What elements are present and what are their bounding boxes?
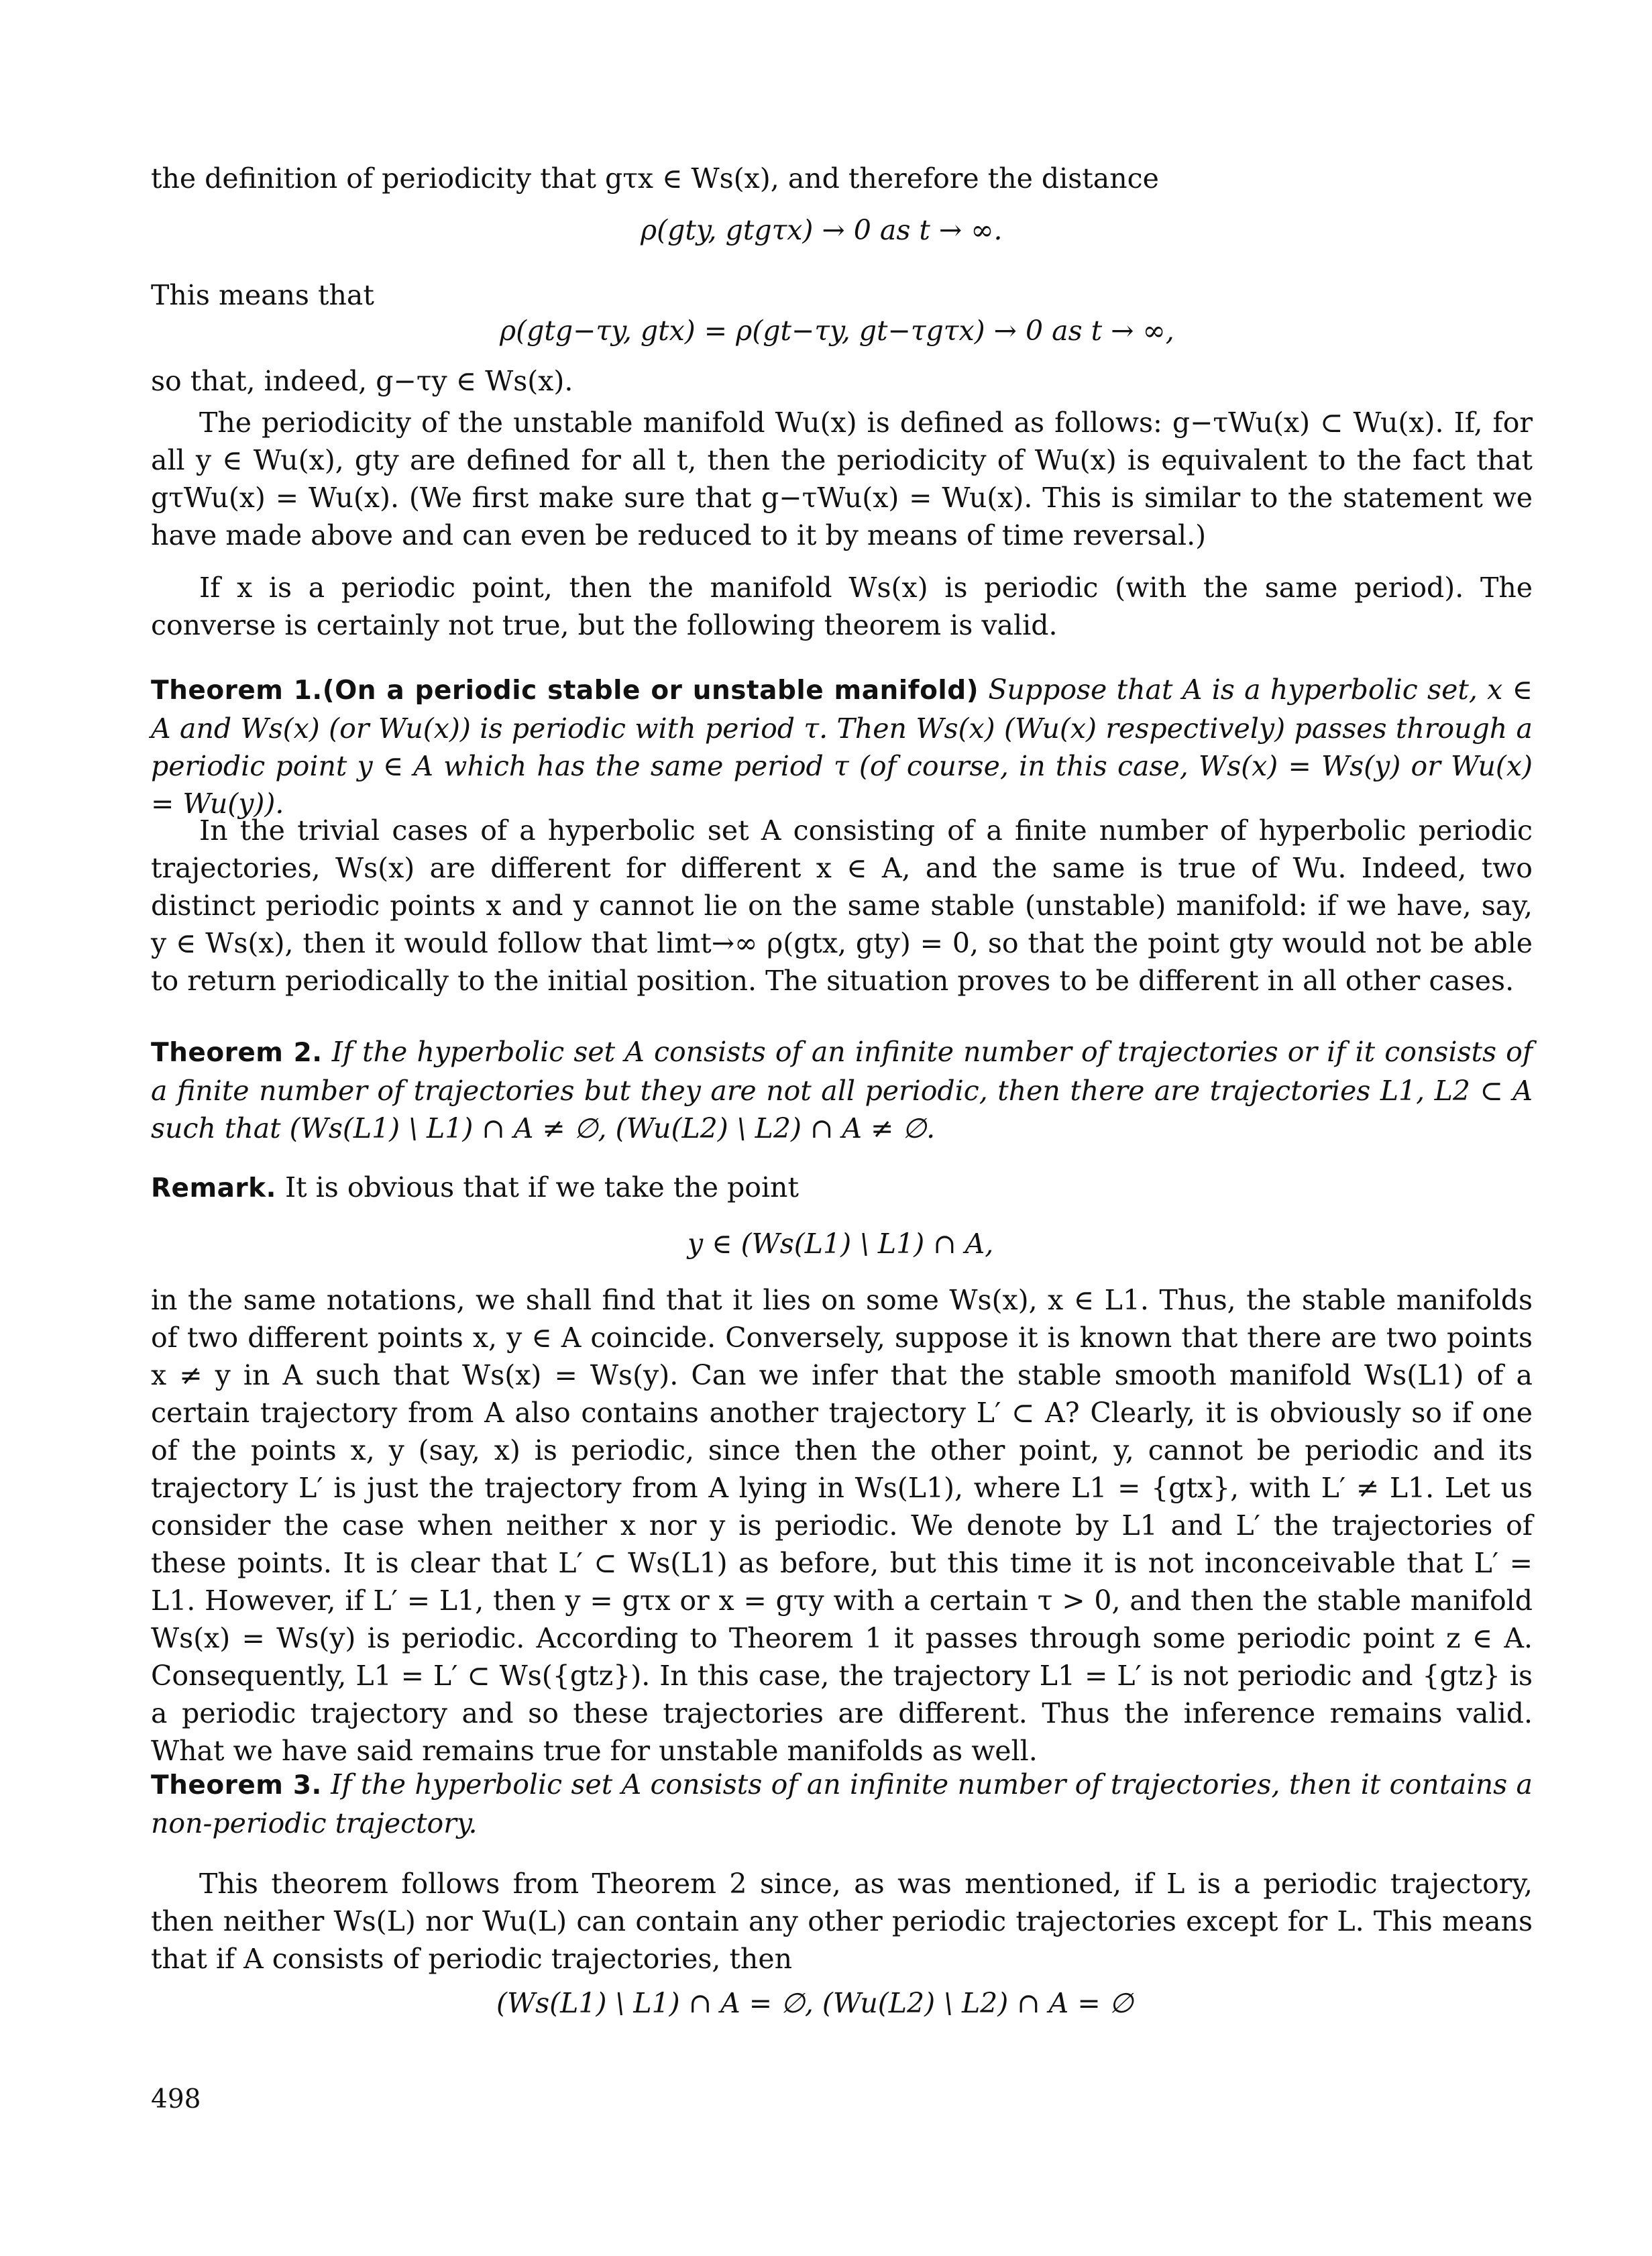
equation-1: ρ(gty, gtgτx) → 0 as t → ∞. <box>641 214 1003 246</box>
page-number: 498 <box>151 2084 201 2114</box>
equation-4: (Ws(L1) \ L1) ∩ A = ∅, (Wu(L2) \ L2) ∩ A = ∅ <box>496 1987 1134 2019</box>
remark <box>151 1169 1533 1207</box>
equation-3: y ∈ (Ws(L1) \ L1) ∩ A, <box>687 1228 994 1260</box>
paragraph-notations: in the same notations, we shall find that it lies on some Ws(x), x ∈ L1. Thus, the stable manifolds of two different points x, y ∈ A coincide. Conversely, suppose it is known that there are two points x ≠ y in A such that Ws(x) = Ws(y). Can we infer that the stable smooth manifold Ws(L1) of a certain trajectory from A also contains another trajectory L′ ⊂ A? Clearly, it is obviously so if one of the points x, y (say, x) is periodic, since then the other point, y, cannot be periodic and its trajectory L′ is just the trajectory from A lying in Ws(L1), where L1 = {gtx}, with L′ ≠ L1. Let us consider the case when neither x nor y is periodic. We denote by L1 and L′ the trajectories of these points. It is clear that L′ ⊂ Ws(L1) as before, but this time it is not inconceivable that L′ = L1. However, if L′ = L1, then y = gτx or x = gτy with a certain τ > 0, and then the stable manifold Ws(x) = Ws(y) is periodic. According to Theorem 1 it passes through some periodic point z ∈ A. Consequently, L1 = L′ ⊂ Ws({gtz}). In this case, the trajectory L1 = L′ is not periodic and {gtz} is a periodic trajectory and so these trajectories are different. Thus the inference remains valid. What we have said remains true for unstable manifolds as well. <box>151 1284 1533 1767</box>
theorem-3-label: Theorem 3. <box>151 1770 322 1801</box>
theorem-1 <box>151 671 1533 822</box>
paragraph-if-periodic: If x is a periodic point, then the manifold Ws(x) is periodic (with the same period). The converse is certainly not true, but the following theorem is valid. <box>151 572 1533 641</box>
paragraph-periodicity: The periodicity of the unstable manifold Wu(x) is defined as follows: g−τWu(x) ⊂ Wu(x). If, for all y ∈ Wu(x), gty are defined for all t, then the periodicity of Wu(x) is equivalent to the fact that gτWu(x) = Wu(x). (We first make sure that g−τWu(x) = Wu(x). This is similar to the statement we have made above and can even be reduced to it by means of time reversal.) <box>151 407 1533 551</box>
equation-2: ρ(gtg−τy, gtx) = ρ(gt−τy, gt−τgτx) → 0 as t → ∞, <box>500 315 1174 347</box>
theorem-2-text: If the hyperbolic set A consists of an infinite number of trajectories or if it consists of a finite number of trajectories but they are not all periodic, then there are trajectories L1, L2 ⊂ A such that (Ws(L1) \ L1) ∩ A ≠ ∅, (Wu(L2) \ L2) ∩ A ≠ ∅. <box>151 1036 1533 1144</box>
remark-label: Remark. <box>151 1173 276 1203</box>
paragraph-follows: This theorem follows from Theorem 2 since, as was mentioned, if L is a periodic trajectory, then neither Ws(L) nor Wu(L) can contain any other periodic trajectories except for L. This means that if A consists of periodic trajectories, then <box>151 1868 1533 1975</box>
paragraph-so-that: so that, indeed, g−τy ∈ Ws(x). <box>151 365 573 397</box>
theorem-2-label: Theorem 2. <box>151 1038 323 1068</box>
remark-text: It is obvious that if we take the point <box>284 1171 799 1203</box>
theorem-3-text: If the hyperbolic set A consists of an infinite number of trajectories, then it contains a non-periodic trajectory. <box>151 1768 1533 1839</box>
paragraph-top: the definition of periodicity that gτx ∈ Ws(x), and therefore the distance <box>151 162 1159 195</box>
paragraph-this-means: This means that <box>151 279 374 311</box>
theorem-1-text: Suppose that A is a hyperbolic set, x ∈ A and Ws(x) (or Wu(x)) is periodic with period τ. Then Ws(x) (Wu(x) respectively) passes through a periodic point y ∈ A which has the same period τ (of course, in this case, Ws(x) = Ws(y) or Wu(x) = Wu(y)). <box>151 674 1533 820</box>
theorem-1-label: Theorem 1.(On a periodic stable or unstable manifold) <box>151 676 979 706</box>
theorem-3 <box>151 1766 1533 1842</box>
theorem-2 <box>151 1033 1533 1147</box>
paragraph-trivial-cases: In the trivial cases of a hyperbolic set A consisting of a finite number of hyperbolic periodic trajectories, Ws(x) are different for different x ∈ A, and the same is true of Wu. Indeed, two distinct periodic points x and y cannot lie on the same stable (unstable) manifold: if we have, say, y ∈ Ws(x), then it would follow that limt→∞ ρ(gtx, gty) = 0, so that the point gty would not be able to return periodically to the initial position. The situation proves to be different in all other cases. <box>151 814 1533 997</box>
